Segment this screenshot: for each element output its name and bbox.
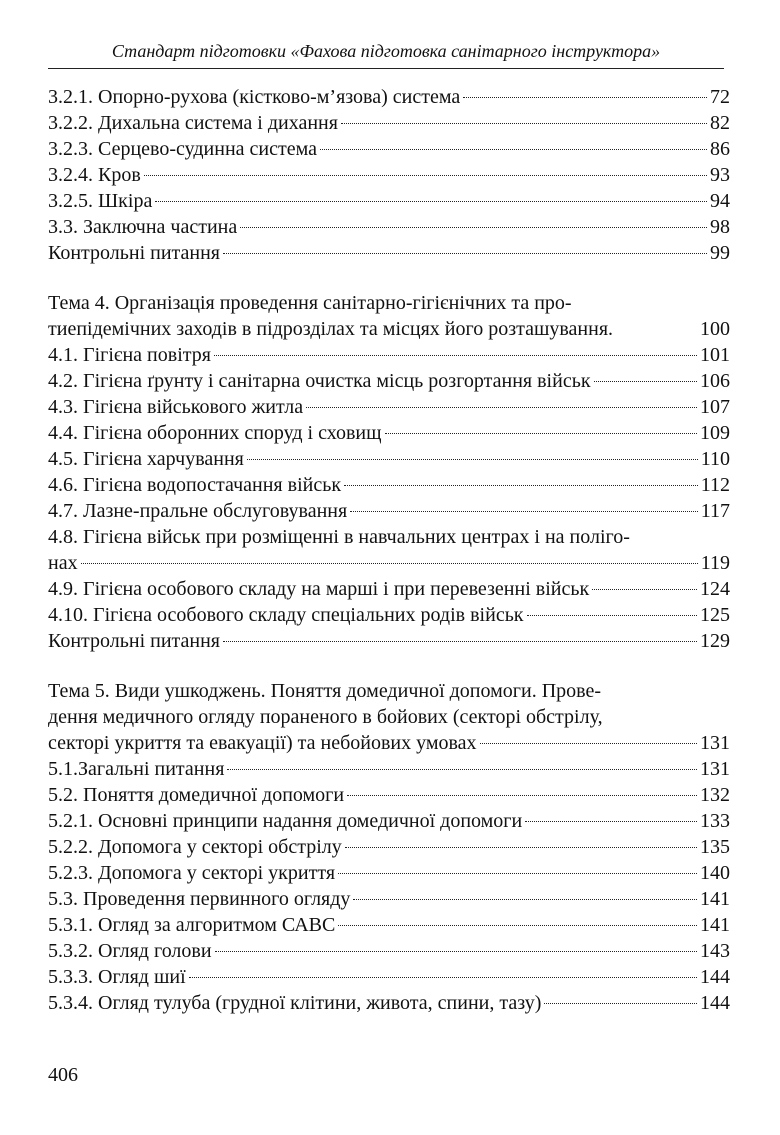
toc-entry-label: 4.3. Гігієна військового житла — [48, 396, 304, 418]
toc-entry[interactable] — [48, 420, 730, 446]
leader-dots — [463, 97, 707, 98]
toc-entry[interactable] — [48, 368, 730, 394]
toc-entry[interactable] — [48, 808, 730, 834]
topic-5-block — [48, 678, 730, 1016]
toc-entry-label: 3.2.4. Кров — [48, 164, 141, 186]
toc-entry-page: 101 — [700, 344, 730, 366]
page-number: 406 — [48, 1064, 78, 1086]
toc-entry[interactable] — [48, 576, 730, 602]
toc-entry[interactable] — [48, 446, 730, 472]
topic-4-title-line[interactable]: Тема 4. Організація проведення санітарно-гігієнічних та про- — [48, 292, 572, 314]
toc-entry-label: 5.1.Загальні питання — [48, 758, 225, 780]
toc-entry-page: 131 — [700, 758, 730, 780]
toc-entry-page: 100 — [700, 318, 730, 340]
toc-entry-label: нах — [48, 552, 78, 574]
topic-5-title-line[interactable]: Тема 5. Види ушкоджень. Поняття домедичної допомоги. Прове- — [48, 680, 601, 702]
leader-dots — [592, 589, 697, 590]
leader-dots — [344, 485, 698, 486]
toc-entry[interactable] — [48, 394, 730, 420]
toc-entry-page: 144 — [700, 966, 730, 988]
leader-dots — [81, 563, 698, 564]
leader-dots — [189, 977, 697, 978]
toc-entry-label: 4.7. Лазне-пральне обслуговування — [48, 500, 348, 522]
toc-entry-page: 143 — [700, 940, 730, 962]
leader-dots — [341, 123, 707, 124]
leader-dots — [155, 201, 707, 202]
toc-entry-page: 94 — [710, 190, 730, 212]
toc-entry-page: 125 — [700, 604, 730, 626]
toc-entry-page: 106 — [700, 370, 730, 392]
leader-dots — [385, 433, 697, 434]
leader-dots — [227, 769, 697, 770]
leader-dots — [480, 743, 697, 744]
leader-dots — [350, 511, 698, 512]
toc-entry-page: 144 — [700, 992, 730, 1014]
toc-entry-label: 4.10. Гігієна особового складу спеціальних родів військ — [48, 604, 524, 626]
leader-dots — [215, 951, 697, 952]
toc-entry[interactable] — [48, 472, 730, 498]
toc-entry[interactable] — [48, 162, 730, 188]
toc-entry-page: 129 — [700, 630, 730, 652]
toc-entry-label: 3.2.3. Серцево-судинна система — [48, 138, 317, 160]
leader-dots — [525, 821, 697, 822]
header-rule — [48, 68, 724, 69]
leader-dots — [338, 873, 697, 874]
toc-entry-label: Контрольні питання — [48, 242, 221, 264]
toc-entry-label: 3.3. Заключна частина — [48, 216, 238, 238]
topic-4-block — [48, 290, 730, 654]
running-header: Стандарт підготовки «Фахова підготовка санітарного інструктора» — [111, 41, 661, 61]
toc-entry-label: 4.1. Гігієна повітря — [48, 344, 211, 366]
table-of-contents — [48, 84, 730, 1016]
toc-entry-page: 132 — [700, 784, 730, 806]
toc-entry[interactable] — [48, 834, 730, 860]
leader-dots — [527, 615, 697, 616]
toc-entry-label: 5.2. Поняття домедичної допомоги — [48, 784, 345, 806]
toc-entry-label: тиепідемічних заходів в підрозділах та місцях його розташування. — [48, 318, 614, 340]
leader-dots — [214, 355, 697, 356]
leader-dots — [345, 847, 697, 848]
toc-entry[interactable] — [48, 938, 730, 964]
toc-entry[interactable] — [48, 990, 730, 1016]
leader-dots — [320, 149, 707, 150]
toc-entry[interactable] — [48, 188, 730, 214]
toc-entry-label: секторі укриття та евакуації) та небойових умовах — [48, 732, 477, 754]
toc-entry-page: 86 — [710, 138, 730, 160]
toc-entry-label: 4.9. Гігієна особового складу на марші і при перевезенні військ — [48, 578, 590, 600]
spacer — [48, 266, 730, 290]
toc-entry[interactable] — [48, 860, 730, 886]
toc-entry-label: Контрольні питання — [48, 630, 221, 652]
toc-entry-page: 124 — [700, 578, 730, 600]
toc-entry-page: 141 — [700, 888, 730, 910]
toc-entry[interactable] — [48, 756, 730, 782]
toc-entry-page: 140 — [700, 862, 730, 884]
toc-entry-page: 82 — [710, 112, 730, 134]
toc-entry-label: 4.6. Гігієна водопостачання військ — [48, 474, 342, 496]
leader-dots — [353, 899, 697, 900]
leader-dots — [594, 381, 697, 382]
toc-entry[interactable] — [48, 602, 730, 628]
toc-entry-label: 3.2.5. Шкіра — [48, 190, 153, 212]
toc-entry-page: 109 — [700, 422, 730, 444]
toc-entry[interactable] — [48, 498, 730, 524]
toc-entry-label: 3.2.1. Опорно-рухова (кістково-м’язова) система — [48, 86, 461, 108]
topic-5-title-entry[interactable] — [48, 730, 730, 756]
leader-dots — [247, 459, 698, 460]
toc-entry[interactable] — [48, 550, 730, 576]
leader-dots — [347, 795, 697, 796]
leader-dots — [306, 407, 697, 408]
toc-entry-page: 107 — [700, 396, 730, 418]
section-3-list — [48, 84, 730, 266]
toc-entry-label: 5.2.3. Допомога у секторі укриття — [48, 862, 336, 884]
toc-entry-label: 4.4. Гігієна оборонних споруд і сховищ — [48, 422, 382, 444]
toc-entry-label: 5.3.2. Огляд голови — [48, 940, 212, 962]
toc-entry-label: 5.3.4. Огляд тулуба (грудної клітини, живота, спини, тазу) — [48, 992, 542, 1014]
toc-entry-page: 93 — [710, 164, 730, 186]
toc-entry[interactable] — [48, 782, 730, 808]
toc-entry[interactable] — [48, 964, 730, 990]
topic-4-title-entry[interactable] — [48, 316, 730, 342]
toc-entry-label: 5.3.3. Огляд шиї — [48, 966, 186, 988]
toc-entry-page: 117 — [700, 500, 730, 522]
topic-5-title-line[interactable]: дення медичного огляду пораненого в бойових (секторі обстрілу, — [48, 706, 603, 728]
toc-entry-page: 112 — [700, 474, 730, 496]
toc-entry[interactable] — [48, 628, 730, 654]
toc-entry-page: 99 — [710, 242, 730, 264]
leader-dots — [223, 641, 697, 642]
leader-dots — [544, 1003, 697, 1004]
toc-entry-label: 5.3. Проведення первинного огляду — [48, 888, 351, 910]
toc-entry[interactable] — [48, 84, 730, 110]
toc-entry-page: 119 — [700, 552, 730, 574]
leader-dots — [223, 253, 707, 254]
toc-entry-label: 5.2.2. Допомога у секторі обстрілу — [48, 836, 342, 858]
toc-entry-label: 3.2.2. Дихальна система і дихання — [48, 112, 338, 134]
spacer — [48, 654, 730, 678]
toc-entry-label: 4.2. Гігієна ґрунту і санітарна очистка місць розгортання військ — [48, 370, 591, 392]
toc-entry-page: 131 — [700, 732, 730, 754]
toc-entry-page: 98 — [710, 216, 730, 238]
toc-entry[interactable] — [48, 886, 730, 912]
toc-entry[interactable] — [48, 342, 730, 368]
toc-entry-label: 5.2.1. Основні принципи надання домедичної допомоги — [48, 810, 523, 832]
toc-entry-page: 141 — [700, 914, 730, 936]
toc-entry[interactable] — [48, 240, 730, 266]
toc-entry-page: 110 — [700, 448, 730, 470]
toc-entry[interactable] — [48, 136, 730, 162]
toc-entry-page: 72 — [710, 86, 730, 108]
leader-dots — [144, 175, 707, 176]
toc-entry-label: 5.3.1. Огляд за алгоритмом САВС — [48, 914, 336, 936]
toc-entry-page: 133 — [700, 810, 730, 832]
toc-entry-label: 4.5. Гігієна харчування — [48, 448, 244, 470]
toc-entry-label-line[interactable]: 4.8. Гігієна військ при розміщенні в навчальних центрах і на поліго- — [48, 526, 630, 548]
toc-entry[interactable] — [48, 110, 730, 136]
toc-entry-page: 135 — [700, 836, 730, 858]
leader-dots — [338, 925, 697, 926]
leader-dots — [240, 227, 707, 228]
toc-entry[interactable] — [48, 214, 730, 240]
toc-entry[interactable] — [48, 912, 730, 938]
